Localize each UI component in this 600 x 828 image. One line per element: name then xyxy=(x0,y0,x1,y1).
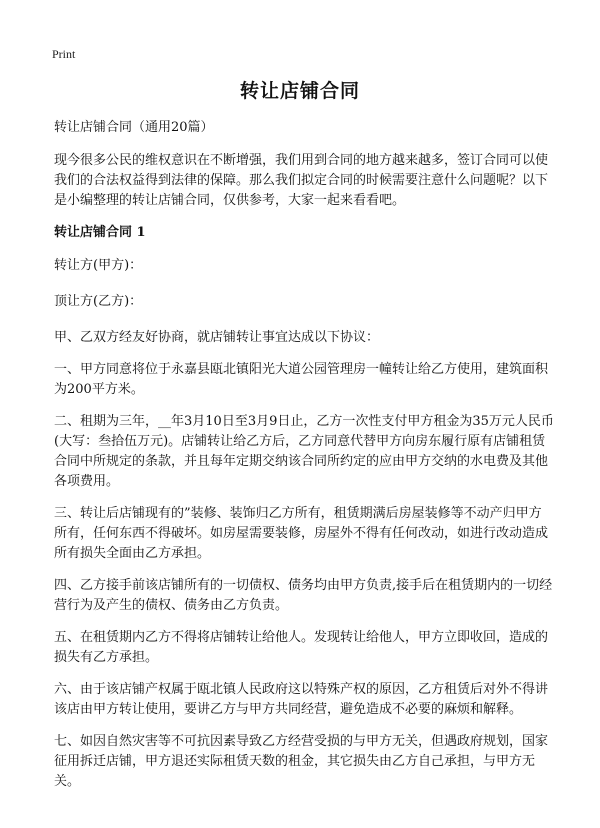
intro-paragraph: 现今很多公民的维权意识在不断增强，我们用到合同的地方越来越多，签订合同可以使我们的合法权益得到法律的保障。那么我们拟定合同的时候需要注意什么问题呢？以下是小编整理的转让店铺合同，仅供参考，大家一起来看看吧。 xyxy=(54,153,549,208)
clause-6: 六、由于该店铺产权属于瓯北镇人民政府这以特殊产权的原因，乙方租赁后对外不得讲该店由甲方转让使用，要讲乙方与甲方共同经营，避免造成不必要的麻烦和解释。 xyxy=(54,682,549,717)
document-title: 转让店铺合同 xyxy=(239,80,360,102)
agreement-intro: 甲、乙双方经友好协商，就店铺转让事宜达成以下协议： xyxy=(54,330,380,345)
section-heading: 转让店铺合同 1 xyxy=(54,225,146,240)
clause-3: 三、转让后店铺现有的”装修、装饰归乙方所有，租赁期满后房屋装修等不动产归甲方所有，任何东西不得破坏。如房屋需要装修，房屋外不得有任何改动，如进行改动造成所有损失全面由乙方承担。 xyxy=(54,506,549,561)
print-label[interactable]: Print xyxy=(52,47,76,61)
clause-5: 五、在租赁期内乙方不得将店铺转让给他人。发现转让给他人，甲方立即收回，造成的损失有乙方承担。 xyxy=(54,630,549,665)
clause-1: 一、甲方同意将位于永嘉县瓯北镇阳光大道公园管理房一幢转让给乙方使用，建筑面积为200平方米。 xyxy=(54,362,549,397)
party-a-line: 转让方(甲方)： xyxy=(54,258,143,273)
clause-2: 二、租期为三年，__年3月10日至3月9日止，乙方一次性支付甲方租金为35万元人民币(大写：叁拾伍万元)。店铺转让给乙方后，乙方同意代替甲方向房东履行原有店铺租赁合同中所规定的条款，并且每年定期交纳该合同所约定的应由甲方交纳的水电费及其他各项费用。 xyxy=(54,414,554,489)
document-body xyxy=(54,118,554,804)
document-subtitle: 转让店铺合同（通用20篇） xyxy=(54,120,214,135)
clause-4: 四、乙方接手前该店铺所有的一切债权、债务均由甲方负责,接手后在租赁期内的一切经营行为及产生的债权、债务由乙方负责。 xyxy=(54,578,553,613)
clause-7: 七、如因自然灾害等不可抗因素导致乙方经营受损的与甲方无关，但遇政府规划，国家征用拆迁店铺，甲方退还实际租赁天数的租金，其它损失由乙方自己承担，与甲方无关。 xyxy=(54,734,549,789)
party-b-line: 顶让方(乙方)： xyxy=(54,294,143,309)
